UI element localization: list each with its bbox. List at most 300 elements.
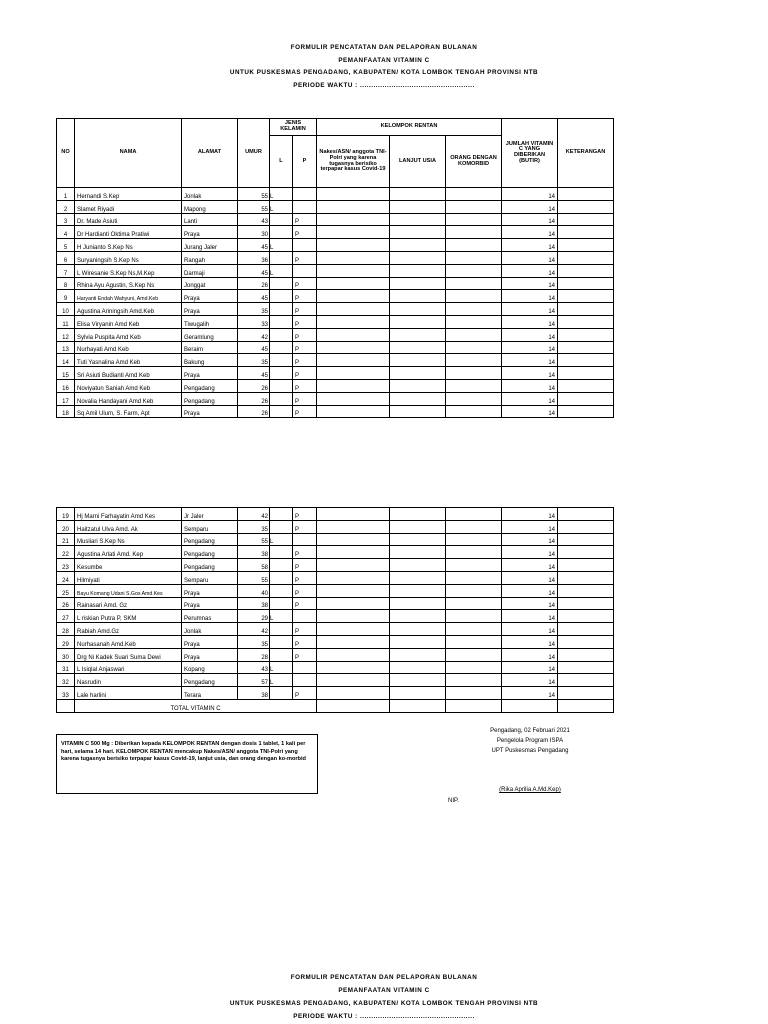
data-table-part2 — [56, 507, 614, 713]
cell-nama: Suryaningsih S.Kep Ns — [75, 251, 182, 264]
table-row — [57, 226, 614, 239]
col-header-lanjut-usia: LANJUT USIA — [390, 136, 446, 188]
cell-jumlah: 14 — [502, 546, 558, 559]
col-header-nama: NAMA — [75, 119, 182, 188]
cell-jumlah: 14 — [502, 367, 558, 380]
cell-keterangan — [558, 405, 614, 418]
cell-l: L — [270, 674, 293, 687]
col-header-l: L — [270, 136, 293, 188]
table-row — [57, 315, 614, 328]
cell-lanjut-usia — [390, 303, 446, 316]
cell-no: 23 — [57, 559, 75, 572]
table-row — [57, 239, 614, 252]
cell-nakes — [317, 405, 390, 418]
cell-komorbid — [446, 661, 502, 674]
cell-komorbid — [446, 648, 502, 661]
cell-l — [270, 354, 293, 367]
cell-umur: 43 — [238, 213, 270, 226]
cell-nakes — [317, 315, 390, 328]
cell-nakes — [317, 264, 390, 277]
cell-nakes — [317, 341, 390, 354]
cell-umur: 26 — [238, 379, 270, 392]
cell-keterangan — [558, 533, 614, 546]
col-header-kelompok-rentan: KELOMPOK RENTAN — [317, 119, 502, 136]
cell-alamat: Semparu — [182, 571, 238, 584]
cell-lanjut-usia — [390, 635, 446, 648]
cell-umur: 36 — [238, 251, 270, 264]
table-row — [57, 571, 614, 584]
cell-l — [270, 571, 293, 584]
cell-nakes — [317, 610, 390, 623]
cell-l — [270, 584, 293, 597]
cell-keterangan — [558, 264, 614, 277]
cell-l — [270, 559, 293, 572]
cell-jumlah: 14 — [502, 533, 558, 546]
cell-no: 32 — [57, 674, 75, 687]
cell-keterangan — [558, 635, 614, 648]
cell-alamat: Praya — [182, 648, 238, 661]
cell-lanjut-usia — [390, 571, 446, 584]
cell-umur: 33 — [238, 315, 270, 328]
cell-jumlah: 14 — [502, 597, 558, 610]
cell-no: 22 — [57, 546, 75, 559]
cell-keterangan — [558, 328, 614, 341]
cell-keterangan — [558, 520, 614, 533]
cell-alamat: Bakung — [182, 354, 238, 367]
cell-l — [270, 303, 293, 316]
table-row — [57, 379, 614, 392]
cell-nama: Hilmiyati — [75, 571, 182, 584]
cell-jumlah: 14 — [502, 200, 558, 213]
cell-jumlah: 14 — [502, 328, 558, 341]
cell-jumlah: 14 — [502, 405, 558, 418]
cell-komorbid — [446, 610, 502, 623]
table-row — [57, 354, 614, 367]
cell-umur: 57 — [238, 674, 270, 687]
table-row — [57, 584, 614, 597]
cell-umur: 45 — [238, 290, 270, 303]
cell-jumlah: 14 — [502, 264, 558, 277]
cell-no: 2 — [57, 200, 75, 213]
cell-lanjut-usia — [390, 674, 446, 687]
cell-p: P — [293, 354, 317, 367]
cell-p: P — [293, 687, 317, 700]
cell-umur: 42 — [238, 623, 270, 636]
table-row — [57, 610, 614, 623]
cell-jumlah: 14 — [502, 610, 558, 623]
cell-no: 19 — [57, 508, 75, 521]
cell-nama: L riskian Putra P, SKM — [75, 610, 182, 623]
cell-p: P — [293, 571, 317, 584]
cell-no: 14 — [57, 354, 75, 367]
table-row — [57, 559, 614, 572]
cell-nama: Slamet Riyadi — [75, 200, 182, 213]
cell-lanjut-usia — [390, 277, 446, 290]
cell-lanjut-usia — [390, 290, 446, 303]
cell-nama: H Junianto S.Kep Ns — [75, 239, 182, 252]
cell-no: 1 — [57, 188, 75, 201]
cell-jumlah: 14 — [502, 226, 558, 239]
cell-umur: 30 — [238, 226, 270, 239]
cell-komorbid — [446, 251, 502, 264]
signature-nip: NIP. — [448, 798, 459, 804]
cell-p: P — [293, 367, 317, 380]
cell-alamat: Jonggat — [182, 277, 238, 290]
table-row — [57, 520, 614, 533]
cell-l — [270, 520, 293, 533]
cell-nakes — [317, 290, 390, 303]
cell-alamat: Jonlak — [182, 188, 238, 201]
cell-nama: Hj Marni Farhayatin Amd Kes — [75, 508, 182, 521]
cell-umur: 35 — [238, 354, 270, 367]
table-row — [57, 546, 614, 559]
cell-lanjut-usia — [390, 239, 446, 252]
cell-l: L — [270, 661, 293, 674]
cell-p — [293, 661, 317, 674]
dosage-note: VITAMIN C 500 Mg : Diberikan kepada KELOMPOK RENTAN dengan dosis 1 tablet, 1 kali per hari, selama 14 hari. KELOMPOK RENTAN mencakup Nakes/ASN/ anggota TNI-Polri yang karena tugasnya berisiko terpapar kasus Covid-19, lanjut usia, dan orang dengan ko-morbid — [56, 734, 318, 794]
cell-no: 11 — [57, 315, 75, 328]
cell-umur: 42 — [238, 508, 270, 521]
cell-lanjut-usia — [390, 508, 446, 521]
cell-jumlah: 14 — [502, 379, 558, 392]
cell-nama: Sq Amil Ulum, S. Farm, Apt — [75, 405, 182, 418]
cell-komorbid — [446, 674, 502, 687]
cell-umur: 45 — [238, 367, 270, 380]
cell-nakes — [317, 367, 390, 380]
cell-komorbid — [446, 571, 502, 584]
cell-no: 10 — [57, 303, 75, 316]
table-row — [57, 674, 614, 687]
cell-nakes — [317, 687, 390, 700]
cell-komorbid — [446, 392, 502, 405]
cell-alamat: Terara — [182, 687, 238, 700]
cell-umur: 38 — [238, 546, 270, 559]
cell-umur: 38 — [238, 687, 270, 700]
table-row — [57, 328, 614, 341]
cell-alamat: Kopang — [182, 661, 238, 674]
cell-alamat: Jonlak — [182, 623, 238, 636]
cell-no: 7 — [57, 264, 75, 277]
cell-jumlah: 14 — [502, 290, 558, 303]
table-row — [57, 623, 614, 636]
cell-alamat: Pengadang — [182, 559, 238, 572]
cell-l — [270, 648, 293, 661]
cell-nama: Nurhasanah Amd.Keb — [75, 635, 182, 648]
cell-lanjut-usia — [390, 367, 446, 380]
cell-jumlah: 14 — [502, 315, 558, 328]
cell-nama: Musliari S.Kep Ns — [75, 533, 182, 546]
cell-alamat: Pengadang — [182, 546, 238, 559]
table-row — [57, 597, 614, 610]
cell-keterangan — [558, 277, 614, 290]
cell-p: P — [293, 226, 317, 239]
form-title-page2: FORMULIR PENCATATAN DAN PELAPORAN BULANAN — [290, 974, 478, 981]
cell-jumlah: 14 — [502, 392, 558, 405]
cell-nakes — [317, 328, 390, 341]
cell-keterangan — [558, 290, 614, 303]
cell-nama: Sylvia Puspita Amd Keb — [75, 328, 182, 341]
cell-p — [293, 200, 317, 213]
signature-place-date: Pengadang, 02 Februari 2021 — [490, 728, 570, 734]
cell-nakes — [317, 392, 390, 405]
cell-alamat: Praya — [182, 290, 238, 303]
cell-nama: Agustina Ariningsih Amd.Keb — [75, 303, 182, 316]
cell-lanjut-usia — [390, 251, 446, 264]
cell-keterangan — [558, 674, 614, 687]
cell-jumlah: 14 — [502, 571, 558, 584]
cell-lanjut-usia — [390, 610, 446, 623]
cell-nakes — [317, 213, 390, 226]
cell-alamat: Darmaji — [182, 264, 238, 277]
cell-komorbid — [446, 277, 502, 290]
cell-komorbid — [446, 533, 502, 546]
cell-nama: Sri Asiuti Budianti Amd Keb — [75, 367, 182, 380]
cell-p: P — [293, 584, 317, 597]
cell-no: 33 — [57, 687, 75, 700]
cell-nama: Novalia Handayani Amd Keb — [75, 392, 182, 405]
form-scope: UNTUK PUSKESMAS PENGADANG, KABUPATEN/ KOTA LOMBOK TENGAH PROVINSI NTB — [229, 69, 539, 76]
cell-no: 9 — [57, 290, 75, 303]
cell-jumlah: 14 — [502, 508, 558, 521]
cell-lanjut-usia — [390, 341, 446, 354]
cell-p — [293, 610, 317, 623]
cell-jumlah: 14 — [502, 623, 558, 636]
cell-komorbid — [446, 315, 502, 328]
cell-l — [270, 687, 293, 700]
cell-no: 6 — [57, 251, 75, 264]
cell-p: P — [293, 213, 317, 226]
cell-keterangan — [558, 546, 614, 559]
cell-umur: 55 — [238, 188, 270, 201]
cell-nama: Haryanti Endah Wahyuni, Amd.Keb — [75, 290, 182, 303]
cell-lanjut-usia — [390, 623, 446, 636]
cell-l — [270, 290, 293, 303]
cell-umur: 35 — [238, 303, 270, 316]
cell-umur: 29 — [238, 610, 270, 623]
cell-umur: 45 — [238, 264, 270, 277]
cell-l — [270, 546, 293, 559]
cell-nakes — [317, 200, 390, 213]
cell-nama: Rhina Ayu Agustin, S.Kep Ns — [75, 277, 182, 290]
cell-umur: 43 — [238, 661, 270, 674]
cell-nakes — [317, 571, 390, 584]
cell-alamat: Praya — [182, 367, 238, 380]
cell-alamat: Semparu — [182, 520, 238, 533]
cell-lanjut-usia — [390, 213, 446, 226]
cell-no: 28 — [57, 623, 75, 636]
col-header-keterangan: KETERANGAN — [558, 119, 614, 188]
cell-alamat: Pengadang — [182, 533, 238, 546]
cell-nakes — [317, 277, 390, 290]
cell-lanjut-usia — [390, 354, 446, 367]
cell-lanjut-usia — [390, 226, 446, 239]
cell-l: L — [270, 610, 293, 623]
cell-komorbid — [446, 405, 502, 418]
cell-p: P — [293, 315, 317, 328]
cell-no: 15 — [57, 367, 75, 380]
cell-alamat: Praya — [182, 405, 238, 418]
cell-p: P — [293, 546, 317, 559]
cell-alamat: Lanti — [182, 213, 238, 226]
cell-p: P — [293, 277, 317, 290]
cell-l — [270, 392, 293, 405]
cell-p: P — [293, 341, 317, 354]
cell-keterangan — [558, 354, 614, 367]
cell-no: 21 — [57, 533, 75, 546]
cell-umur: 35 — [238, 635, 270, 648]
table-row — [57, 213, 614, 226]
col-header-p: P — [293, 136, 317, 188]
cell-nama: Bayu Komang Udani S.Gos Amd.Kes — [75, 584, 182, 597]
table-row — [57, 341, 614, 354]
cell-komorbid — [446, 559, 502, 572]
col-header-jumlah: JUMLAH VITAMIN C YANG DIBERIKAN (BUTIR) — [502, 119, 558, 188]
cell-nama: Lale harlini — [75, 687, 182, 700]
col-header-komorbid: ORANG DENGAN KOMORBID — [446, 136, 502, 188]
cell-umur: 28 — [238, 648, 270, 661]
cell-l — [270, 226, 293, 239]
cell-nakes — [317, 303, 390, 316]
cell-nakes — [317, 379, 390, 392]
cell-no: 25 — [57, 584, 75, 597]
cell-umur: 35 — [238, 520, 270, 533]
cell-p: P — [293, 290, 317, 303]
cell-lanjut-usia — [390, 379, 446, 392]
cell-komorbid — [446, 239, 502, 252]
cell-no: 12 — [57, 328, 75, 341]
cell-lanjut-usia — [390, 661, 446, 674]
cell-no: 16 — [57, 379, 75, 392]
cell-komorbid — [446, 226, 502, 239]
cell-nakes — [317, 226, 390, 239]
cell-nakes — [317, 559, 390, 572]
cell-l: L — [270, 264, 293, 277]
cell-alamat: Praya — [182, 597, 238, 610]
cell-nama: Elisa Viryanin Amd Keb — [75, 315, 182, 328]
cell-komorbid — [446, 367, 502, 380]
cell-keterangan — [558, 392, 614, 405]
cell-nama: Nurhayati Amd Keb — [75, 341, 182, 354]
table-row — [57, 277, 614, 290]
cell-jumlah: 14 — [502, 251, 558, 264]
cell-nakes — [317, 546, 390, 559]
cell-p: P — [293, 328, 317, 341]
cell-nakes — [317, 239, 390, 252]
cell-keterangan — [558, 188, 614, 201]
cell-no: 26 — [57, 597, 75, 610]
table-row — [57, 508, 614, 521]
cell-umur: 40 — [238, 584, 270, 597]
table-row — [57, 533, 614, 546]
cell-nakes — [317, 251, 390, 264]
cell-lanjut-usia — [390, 520, 446, 533]
cell-keterangan — [558, 226, 614, 239]
cell-p: P — [293, 405, 317, 418]
cell-komorbid — [446, 379, 502, 392]
cell-komorbid — [446, 328, 502, 341]
cell-keterangan — [558, 367, 614, 380]
cell-l: L — [270, 533, 293, 546]
cell-no: 17 — [57, 392, 75, 405]
cell-alamat: Pengadang — [182, 392, 238, 405]
cell-keterangan — [558, 239, 614, 252]
cell-alamat: Praya — [182, 584, 238, 597]
cell-nama: Rainasari Amd. Gz — [75, 597, 182, 610]
cell-alamat: Tiwugalih — [182, 315, 238, 328]
cell-alamat: Mapong — [182, 200, 238, 213]
cell-umur: 26 — [238, 277, 270, 290]
table-row — [57, 687, 614, 700]
cell-keterangan — [558, 213, 614, 226]
cell-komorbid — [446, 213, 502, 226]
cell-umur: 38 — [238, 597, 270, 610]
cell-nama: Kesumbe — [75, 559, 182, 572]
cell-jumlah: 14 — [502, 559, 558, 572]
cell-lanjut-usia — [390, 648, 446, 661]
cell-p: P — [293, 520, 317, 533]
cell-l — [270, 379, 293, 392]
cell-keterangan — [558, 597, 614, 610]
cell-keterangan — [558, 559, 614, 572]
cell-komorbid — [446, 623, 502, 636]
cell-keterangan — [558, 584, 614, 597]
cell-l — [270, 597, 293, 610]
cell-p: P — [293, 559, 317, 572]
cell-jumlah: 14 — [502, 584, 558, 597]
cell-p — [293, 264, 317, 277]
cell-umur: 26 — [238, 405, 270, 418]
cell-komorbid — [446, 341, 502, 354]
cell-p: P — [293, 251, 317, 264]
cell-nakes — [317, 648, 390, 661]
cell-komorbid — [446, 354, 502, 367]
cell-lanjut-usia — [390, 392, 446, 405]
cell-lanjut-usia — [390, 533, 446, 546]
cell-lanjut-usia — [390, 315, 446, 328]
cell-komorbid — [446, 635, 502, 648]
cell-nama: Haitzatul Ulva Amd. Ak — [75, 520, 182, 533]
cell-alamat: Jurang Jaler — [182, 239, 238, 252]
table-row — [57, 251, 614, 264]
cell-nama: Drg Ni Kadek Suari Suma Dewi — [75, 648, 182, 661]
cell-jumlah: 14 — [502, 661, 558, 674]
cell-alamat: Perumnas — [182, 610, 238, 623]
cell-nakes — [317, 584, 390, 597]
cell-nama: L Wiresanie S.Kep Ns,M.Kep — [75, 264, 182, 277]
form-period: PERIODE WAKTU : ................................................... — [293, 82, 475, 89]
cell-umur: 45 — [238, 239, 270, 252]
cell-nakes — [317, 354, 390, 367]
cell-l: L — [270, 200, 293, 213]
cell-nakes — [317, 533, 390, 546]
cell-keterangan — [558, 315, 614, 328]
cell-lanjut-usia — [390, 584, 446, 597]
cell-no: 20 — [57, 520, 75, 533]
col-header-umur: UMUR — [238, 119, 270, 188]
cell-no: 24 — [57, 571, 75, 584]
cell-l — [270, 508, 293, 521]
cell-nakes — [317, 661, 390, 674]
cell-lanjut-usia — [390, 200, 446, 213]
cell-nama: Noviyatun Saniah Amd Keb — [75, 379, 182, 392]
cell-p — [293, 188, 317, 201]
cell-alamat: Beraim — [182, 341, 238, 354]
cell-no: 27 — [57, 610, 75, 623]
cell-alamat: Praya — [182, 226, 238, 239]
cell-p: P — [293, 648, 317, 661]
cell-l: L — [270, 188, 293, 201]
cell-keterangan — [558, 251, 614, 264]
